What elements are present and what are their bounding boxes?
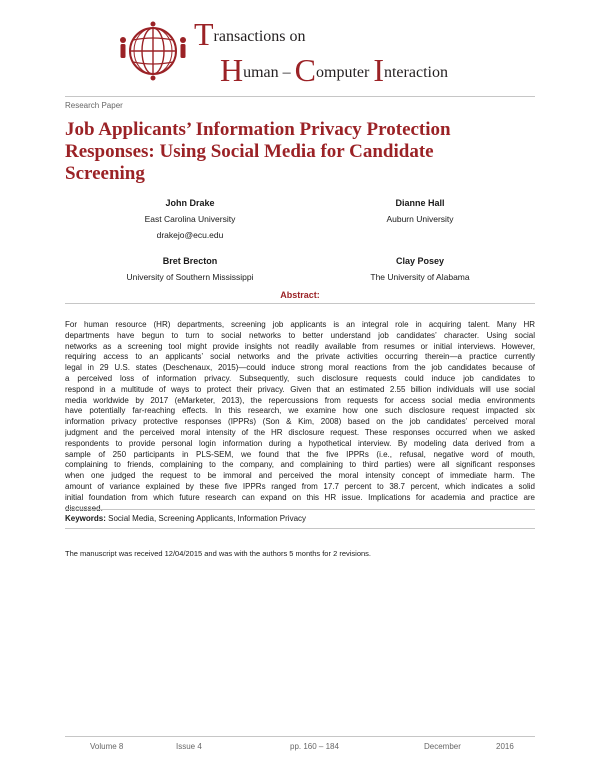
journal-title-line1: Transactions on (194, 16, 306, 52)
abstract-line: sample of 250 participants in PLS-SEM, we found that the five IPPRs (i.e., refusal, negative word of mouth, (65, 449, 535, 459)
journal-title (194, 18, 524, 88)
author-block-drake (100, 195, 280, 243)
abstract-line: networks as a screening tool might provide insights not readily available from resumes or initial interviews. However, (65, 341, 535, 351)
abstract-line: judgment and the perceived moral intensity of the HR disclosure request. These responses occurred when we asked (65, 427, 535, 437)
author-block-hall (330, 195, 510, 227)
abstract-line: amount of variance explained by these five IPPRs ranged from 17.7 percent to 38.7 percent, which indicates a solid (65, 481, 535, 491)
paper-title-line: Screening (65, 163, 145, 184)
abstract-line: initial foundation from which future research can expand on this HR issue. Implications for academia and practice are (65, 492, 535, 502)
author-affiliation: The University of Alabama (370, 272, 470, 282)
author-affiliation: East Carolina University (144, 214, 236, 224)
abstract-line: requiring access to an applicants’ social networks and the private activities occurring therein—a practice currently (65, 352, 535, 362)
abstract-line: have potentially far-reaching effects. In this research, we examine how one such disclosure request impacted six (65, 406, 535, 416)
logo-globe-icon (130, 28, 176, 74)
keywords-text: Social Media, Screening Applicants, Information Privacy (108, 514, 307, 523)
author-affiliation: University of Southern Mississippi (126, 272, 254, 282)
abstract-heading: Abstract: (65, 290, 535, 304)
paper-title (65, 119, 535, 185)
author-name: John Drake (165, 198, 215, 208)
journal-title-line2: Human – Computer Interaction (220, 52, 448, 88)
abstract-body (65, 320, 535, 514)
footer-volume: Volume 8 (90, 742, 124, 751)
paper-title-line: Job Applicants’ Information Privacy Protection (65, 119, 451, 140)
author-block-posey (330, 253, 510, 285)
keywords (65, 514, 306, 523)
footer-pages: pp. 160 – 184 (290, 742, 339, 751)
paper-title-line: Responses: Using Social Media for Candidate (65, 141, 434, 162)
abstract-line: For human resource (HR) departments, screening job applicants is an integral role in acquiring talent. Many HR (65, 320, 535, 329)
abstract-line: respondents to provide personal login information during a hypothetical interview. By modeling data derived from a (65, 438, 535, 448)
author-email-link[interactable]: drakejo@ecu.edu (156, 230, 224, 240)
footer-month: December (424, 742, 461, 751)
abstract-line: information privacy protective responses (IPPRs) (Son & Kim, 2008) based on the job candidates’ perceived moral (65, 417, 535, 427)
header-divider (65, 96, 535, 97)
abstract-line: legal in 29 U.S. states (Deschenaux, 2015)—could induce strong moral reactions from the job candidates because of (65, 363, 535, 373)
author-name: Dianne Hall (395, 198, 445, 208)
abstract-line: departments have begun to turn to social networks to better understand job candidates’ character. Using social (65, 330, 535, 340)
footer-divider (65, 736, 535, 737)
keywords-top-divider (65, 509, 535, 510)
abstract-line: when one judged the request to be immoral and perceived the moral intensity concept of immediate harm. The (65, 471, 535, 481)
abstract-line: complaining to friends, complaining to the company, and complaining to third parties) were all significant responses (65, 460, 535, 470)
journal-logo-icon (117, 20, 189, 82)
author-name: Bret Brecton (162, 256, 218, 266)
footer-year: 2016 (496, 742, 514, 751)
author-affiliation: Auburn University (386, 214, 454, 224)
abstract-line: a perceived loss of information privacy. Subsequently, such disclosure requests could induce job candidates to (65, 373, 535, 383)
footer-issue: Issue 4 (176, 742, 202, 751)
keywords-bottom-divider (65, 528, 535, 529)
abstract-line: media worldwide by 2017 (eMarketer, 2013), the repercussions from requests for access social media environments (65, 395, 535, 405)
author-block-brecton (90, 253, 290, 285)
abstract-line: respond in a multitude of ways to protect their privacy. Given that an estimated 2.55 billion individuals will use social (65, 384, 535, 394)
keywords-label: Keywords: (65, 514, 106, 523)
article-type-label: Research Paper (65, 101, 123, 110)
manuscript-note: The manuscript was received 12/04/2015 and was with the authors 5 months for 2 revisions. (65, 549, 371, 558)
author-name: Clay Posey (395, 256, 445, 266)
